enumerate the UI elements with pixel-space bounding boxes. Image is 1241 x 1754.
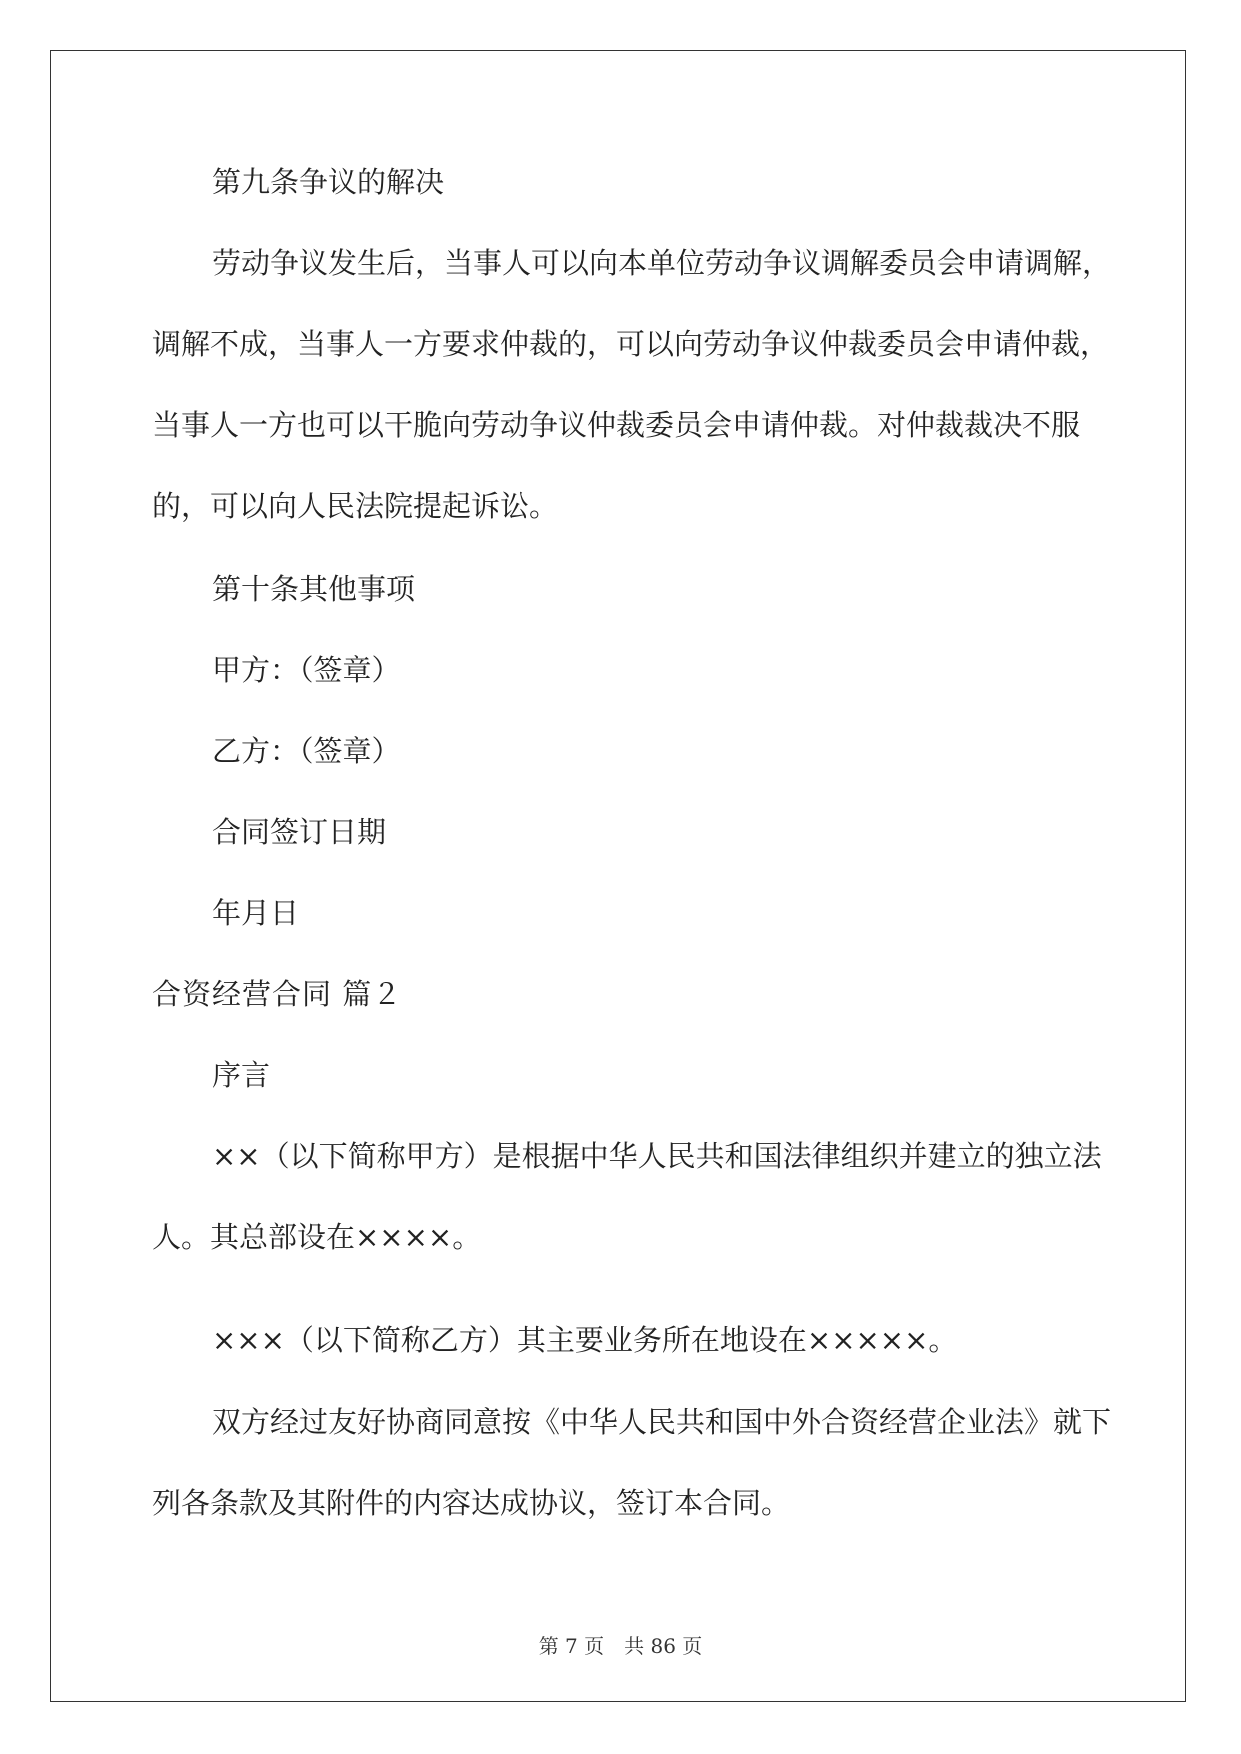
signing-date-label: 合同签订日期 xyxy=(212,815,387,849)
page-number-footer: 第 7 页 共 86 页 xyxy=(538,1634,703,1658)
agreement-statement: 双方经过友好协商同意按《中华人民共和国中外合资经营企业法》就下列各条款及其附件的内容达成协议，签订本合同。 xyxy=(152,1405,1112,1520)
preamble-heading: 序言 xyxy=(212,1058,271,1092)
party-b-description: ×××（以下简称乙方）其主要业务所在地设在×××××。 xyxy=(212,1323,958,1357)
article-9-text: 劳动争议发生后，当事人可以向本单位劳动争议调解委员会申请调解，调解不成，当事人一方要求仲裁的，可以向劳动争议仲裁委员会申请仲裁，当事人一方也可以干脆向劳动争议仲裁委员会申请仲裁。对仲裁裁决不服的，可以向人民法院提起诉讼。 xyxy=(152,246,1112,523)
document-body xyxy=(152,162,1112,1544)
party-a-description: ××（以下简称甲方）是根据中华人民共和国法律组织并建立的独立法人。其总部设在××××。 xyxy=(152,1139,1102,1254)
article-9-heading: 第九条争议的解决 xyxy=(212,165,445,199)
party-a-signature: 甲方：（签章） xyxy=(212,653,401,687)
date-placeholder: 年月日 xyxy=(212,896,300,930)
party-b-signature: 乙方：（签章） xyxy=(212,734,401,768)
section-title: 合资经营合同 篇２ xyxy=(152,977,403,1011)
article-10-heading: 第十条其他事项 xyxy=(212,572,416,606)
